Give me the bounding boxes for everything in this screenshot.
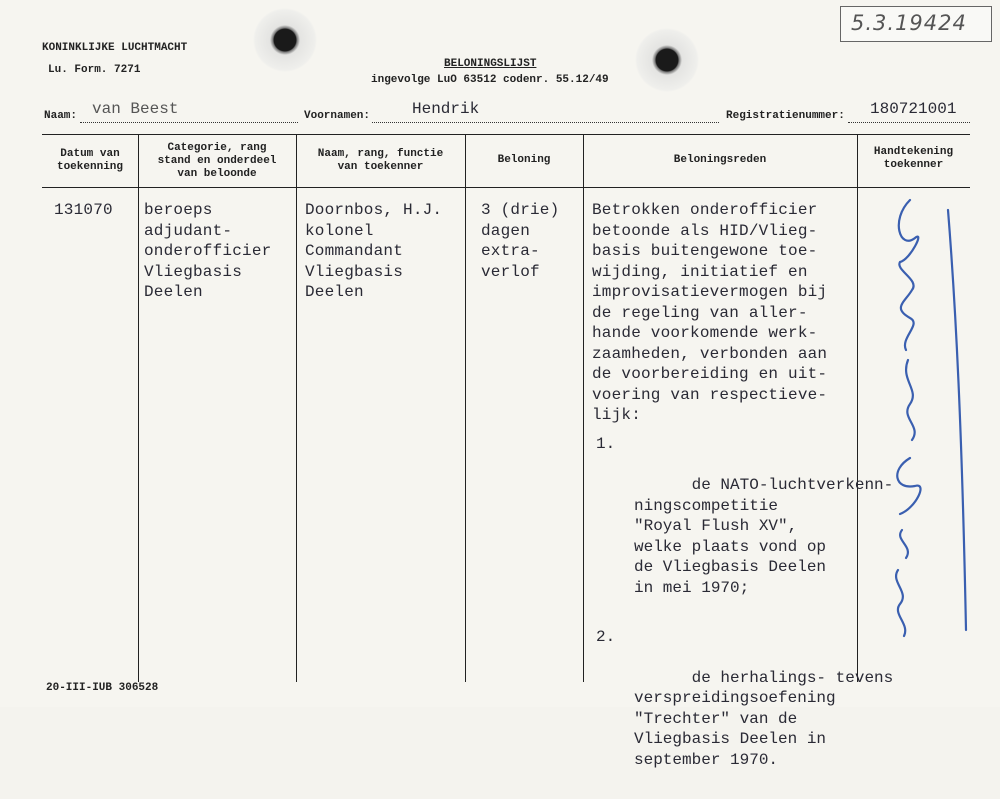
punch-hole-left bbox=[253, 8, 317, 72]
column-header-toekenner: Naam, rang, functie van toekenner bbox=[317, 148, 444, 173]
document-subtitle: ingevolge LuO 63512 codenr. 55.12/49 bbox=[371, 74, 609, 86]
reden-list-item bbox=[596, 627, 894, 791]
cell-datum: 131070 bbox=[54, 201, 113, 219]
voornamen-label: Voornamen: bbox=[304, 110, 371, 122]
reden-list-number: 1. bbox=[596, 435, 616, 453]
cell-reden-intro: Betrokken onderofficier betoonde als HID/Vlieg- basis buitengewone toe- wijding, initiatief en improvisatievermogen bij de regeling van aller- hande voorkomende werk- zaamheden, verbonden aan de voorbereiding en uit- voering van respectieve- lijk: bbox=[592, 201, 828, 424]
footer-code: 20-III-IUB 306528 bbox=[46, 682, 159, 694]
column-divider-3 bbox=[465, 134, 466, 682]
punch-hole-right bbox=[635, 28, 699, 92]
reden-list bbox=[596, 434, 894, 799]
signature bbox=[870, 190, 980, 660]
archive-number: 5.3.19424 bbox=[851, 11, 967, 35]
column-header-handtekening: Handtekening toekenner bbox=[873, 146, 954, 171]
registratie-line bbox=[848, 122, 970, 123]
table-header-rule bbox=[42, 187, 970, 188]
voornamen-value: Hendrik bbox=[412, 100, 480, 118]
cell-beloning: 3 (drie) dagen extra- verlof bbox=[481, 201, 560, 281]
document-title: BELONINGSLIJST bbox=[444, 58, 537, 70]
registratie-label: Registratienummer: bbox=[726, 110, 845, 122]
naam-line bbox=[80, 122, 298, 123]
form-number: Lu. Form. 7271 bbox=[48, 64, 141, 76]
cell-categorie: beroeps adjudant- onderofficier Vliegbasis Deelen bbox=[144, 201, 272, 301]
reden-list-item bbox=[596, 434, 894, 619]
naam-value: van Beest bbox=[92, 100, 179, 118]
column-header-categorie: Categorie, rang stand en onderdeel van beloonde bbox=[157, 142, 277, 180]
organisation-name: KONINKLIJKE LUCHTMACHT bbox=[42, 42, 188, 54]
table-top-rule bbox=[42, 134, 970, 135]
reden-list-text: de NATO-luchtverkenn- ningscompetitie "Royal Flush XV", welke plaats vond op de Vliegbasis Deelen in mei 1970; bbox=[634, 476, 894, 597]
column-divider-2 bbox=[296, 134, 297, 682]
column-header-beloning: Beloning bbox=[497, 154, 551, 166]
naam-label: Naam: bbox=[44, 110, 78, 122]
reden-list-number: 2. bbox=[596, 627, 616, 646]
column-divider-4 bbox=[583, 134, 584, 682]
voornamen-line bbox=[372, 122, 719, 123]
column-header-beloningsreden: Beloningsreden bbox=[673, 154, 767, 166]
reden-list-text: de herhalings- tevens verspreidingsoefening "Trechter" van de Vliegbasis Deelen in september 1970. bbox=[634, 668, 894, 769]
column-divider-5 bbox=[857, 134, 858, 682]
column-divider-1 bbox=[138, 134, 139, 682]
column-header-datum: Datum van toekenning bbox=[56, 148, 123, 173]
cell-toekenner: Doornbos, H.J. kolonel Commandant Vliegbasis Deelen bbox=[305, 201, 443, 301]
archive-number-stamp bbox=[840, 6, 992, 42]
registratie-value: 180721001 bbox=[870, 100, 957, 118]
